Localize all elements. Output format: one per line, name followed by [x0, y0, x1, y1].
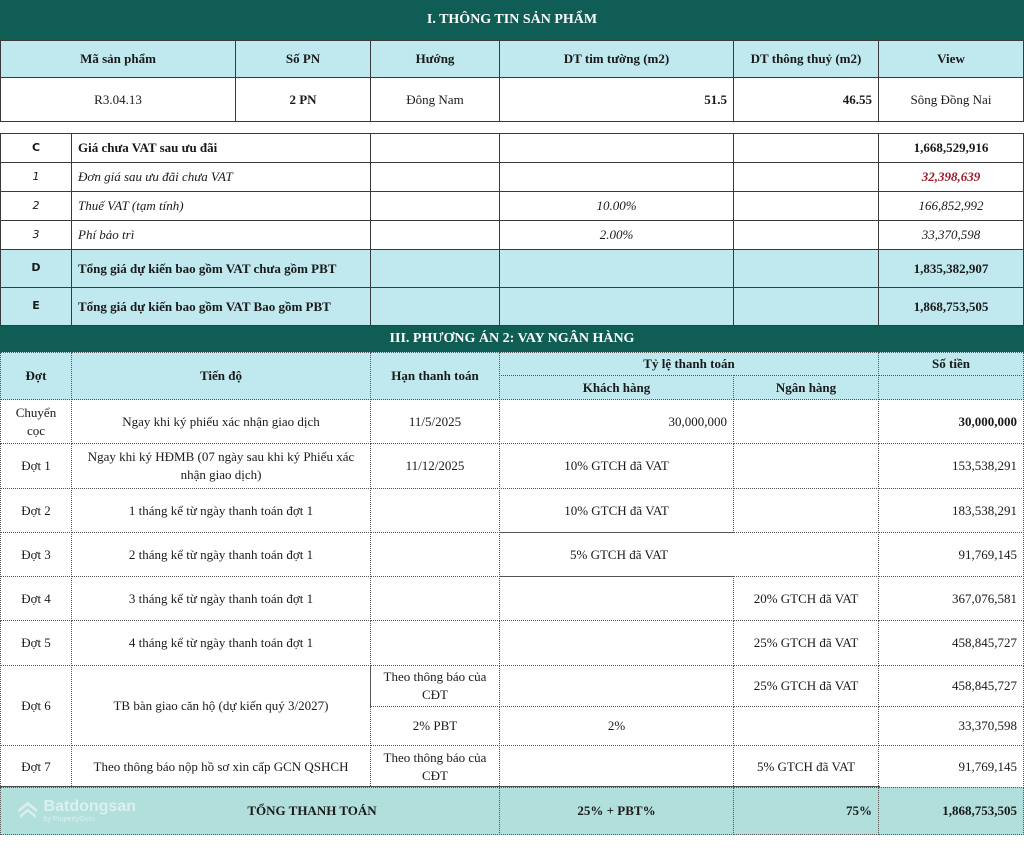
pricing-amount-d: 1,835,382,907 [878, 249, 1024, 288]
schedule-amount: 91,769,145 [878, 745, 1024, 788]
schedule-customer [499, 576, 734, 621]
schedule-customer: 5% GTCH đã VAT [499, 532, 879, 577]
schedule-deadline: Theo thông báo của CĐT [370, 665, 500, 707]
pricing-empty [370, 191, 500, 221]
schedule-dot: Đợt 3 [0, 532, 72, 577]
total-amount: 1,868,753,505 [878, 787, 1024, 835]
schedule-progress: Theo thông báo nộp hồ sơ xin cấp GCN QSHCH [71, 745, 371, 788]
schedule-bank [733, 488, 879, 533]
schedule-amount: 458,845,727 [878, 620, 1024, 666]
schedule-deadline [370, 532, 500, 577]
pricing-amount-3: 33,370,598 [878, 220, 1024, 250]
pricing-rate-d [499, 249, 734, 288]
schedule-bank [733, 399, 879, 444]
schedule-deadline [370, 488, 500, 533]
schedule-bank: 20% GTCH đã VAT [733, 576, 879, 621]
header-dot: Đợt [0, 352, 72, 400]
pricing-amount-2: 166,852,992 [878, 191, 1024, 221]
bedrooms-value: 2 PN [235, 77, 371, 122]
watermark-sub: by PropertyGuru [43, 815, 95, 823]
schedule-deadline [370, 576, 500, 621]
header-bedrooms: Số PN [235, 40, 371, 78]
schedule-customer [499, 620, 734, 666]
schedule-progress: Ngay khi ký phiếu xác nhận giao dịch [71, 399, 371, 444]
schedule-progress: 4 tháng kể từ ngày thanh toán đợt 1 [71, 620, 371, 666]
header-progress: Tiến độ [71, 352, 371, 400]
pricing-amount-1: 32,398,639 [878, 162, 1024, 192]
schedule-deadline: Theo thông báo của CĐT [370, 745, 500, 788]
schedule-customer-pbt: 2% [499, 706, 734, 746]
schedule-dot: Đợt 1 [0, 443, 72, 489]
schedule-customer [499, 665, 734, 707]
schedule-amount-pbt: 33,370,598 [878, 706, 1024, 746]
clear-area-value: 46.55 [733, 77, 879, 122]
pricing-code-3: 3 [0, 220, 72, 250]
schedule-progress: 1 tháng kể từ ngày thanh toán đợt 1 [71, 488, 371, 533]
product-code-value: R3.04.13 [0, 77, 236, 122]
schedule-deadline: 11/12/2025 [370, 443, 500, 489]
header-amount-spacer [878, 375, 1024, 400]
header-wall-area: DT tim tường (m2) [499, 40, 734, 78]
section-product-info-title: I. THÔNG TIN SẢN PHẨM [0, 0, 1024, 40]
watermark-brand: Batdongsan [43, 798, 136, 816]
pricing-code-2: 2 [0, 191, 72, 221]
schedule-amount: 30,000,000 [878, 399, 1024, 444]
wall-area-value: 51.5 [499, 77, 734, 122]
header-product-code: Mã sản phẩm [0, 40, 236, 78]
total-customer: 25% + PBT% [499, 787, 734, 835]
total-bank: 75% [733, 787, 879, 835]
pricing-empty [733, 162, 879, 192]
pricing-amount-e: 1,868,753,505 [878, 287, 1024, 326]
schedule-customer: 10% GTCH đã VAT [499, 488, 734, 533]
schedule-bank: 5% GTCH đã VAT [733, 745, 879, 788]
pricing-code-c: C [0, 133, 72, 163]
schedule-progress: TB bàn giao căn hộ (dự kiến quý 3/2027) [71, 665, 371, 746]
schedule-dot: Đợt 5 [0, 620, 72, 666]
schedule-deadline-pbt: 2% PBT [370, 706, 500, 746]
schedule-bank: 25% GTCH đã VAT [733, 665, 879, 707]
schedule-amount: 91,769,145 [878, 532, 1024, 577]
schedule-dot: Đợt 7 [0, 745, 72, 788]
pricing-label-2: Thuế VAT (tạm tính) [71, 191, 371, 221]
pricing-empty [370, 287, 500, 326]
pricing-code-e: E [0, 287, 72, 326]
pricing-empty [733, 133, 879, 163]
schedule-amount: 183,538,291 [878, 488, 1024, 533]
view-value: Sông Đồng Nai [878, 77, 1024, 122]
schedule-deadline [370, 620, 500, 666]
pricing-rate-c [499, 133, 734, 163]
header-customer: Khách hàng [499, 375, 734, 400]
schedule-dot: Chuyển cọc [0, 399, 72, 444]
schedule-customer [499, 745, 734, 788]
pricing-empty [733, 191, 879, 221]
schedule-bank: 25% GTCH đã VAT [733, 620, 879, 666]
schedule-deadline: 11/5/2025 [370, 399, 500, 444]
pricing-empty [370, 220, 500, 250]
schedule-bank [733, 443, 879, 489]
header-clear-area: DT thông thuỷ (m2) [733, 40, 879, 78]
pricing-empty [370, 249, 500, 288]
pricing-empty [733, 287, 879, 326]
pricing-rate-e [499, 287, 734, 326]
header-direction: Hướng [370, 40, 500, 78]
total-label: TỔNG THANH TOÁN [0, 787, 500, 835]
header-deadline: Hạn thanh toán [370, 352, 500, 400]
schedule-amount: 153,538,291 [878, 443, 1024, 489]
pricing-label-c: Giá chưa VAT sau ưu đãi [71, 133, 371, 163]
pricing-empty [370, 133, 500, 163]
pricing-code-d: D [0, 249, 72, 288]
direction-value: Đông Nam [370, 77, 500, 122]
pricing-rate-2: 10.00% [499, 191, 734, 221]
schedule-dot: Đợt 4 [0, 576, 72, 621]
pricing-label-d: Tổng giá dự kiến bao gồm VAT chưa gồm PBT [71, 249, 371, 288]
schedule-dot: Đợt 6 [0, 665, 72, 746]
schedule-dot: Đợt 2 [0, 488, 72, 533]
house-logo-icon [16, 796, 40, 826]
schedule-customer: 10% GTCH đã VAT [499, 443, 734, 489]
pricing-empty [733, 220, 879, 250]
schedule-customer: 30,000,000 [499, 399, 734, 444]
header-bank: Ngân hàng [733, 375, 879, 400]
schedule-progress: Ngay khi ký HĐMB (07 ngày sau khi ký Phiếu xác nhận giao dịch) [71, 443, 371, 489]
pricing-empty [370, 162, 500, 192]
section-bank-loan-title: III. PHƯƠNG ÁN 2: VAY NGÂN HÀNG [0, 326, 1024, 352]
pricing-amount-c: 1,668,529,916 [878, 133, 1024, 163]
pricing-rate-3: 2.00% [499, 220, 734, 250]
pricing-label-e: Tổng giá dự kiến bao gồm VAT Bao gồm PBT [71, 287, 371, 326]
header-view: View [878, 40, 1024, 78]
pricing-label-1: Đơn giá sau ưu đãi chưa VAT [71, 162, 371, 192]
schedule-progress: 3 tháng kể từ ngày thanh toán đợt 1 [71, 576, 371, 621]
schedule-progress: 2 tháng kể từ ngày thanh toán đợt 1 [71, 532, 371, 577]
pricing-label-3: Phí bảo trì [71, 220, 371, 250]
schedule-amount: 458,845,727 [878, 665, 1024, 707]
schedule-bank-pbt [733, 706, 879, 746]
pricing-rate-1 [499, 162, 734, 192]
schedule-amount: 367,076,581 [878, 576, 1024, 621]
pricing-empty [733, 249, 879, 288]
header-payment-ratio: Tỷ lệ thanh toán [499, 352, 879, 376]
header-amount: Số tiền [878, 352, 1024, 376]
pricing-code-1: 1 [0, 162, 72, 192]
watermark [16, 793, 136, 829]
